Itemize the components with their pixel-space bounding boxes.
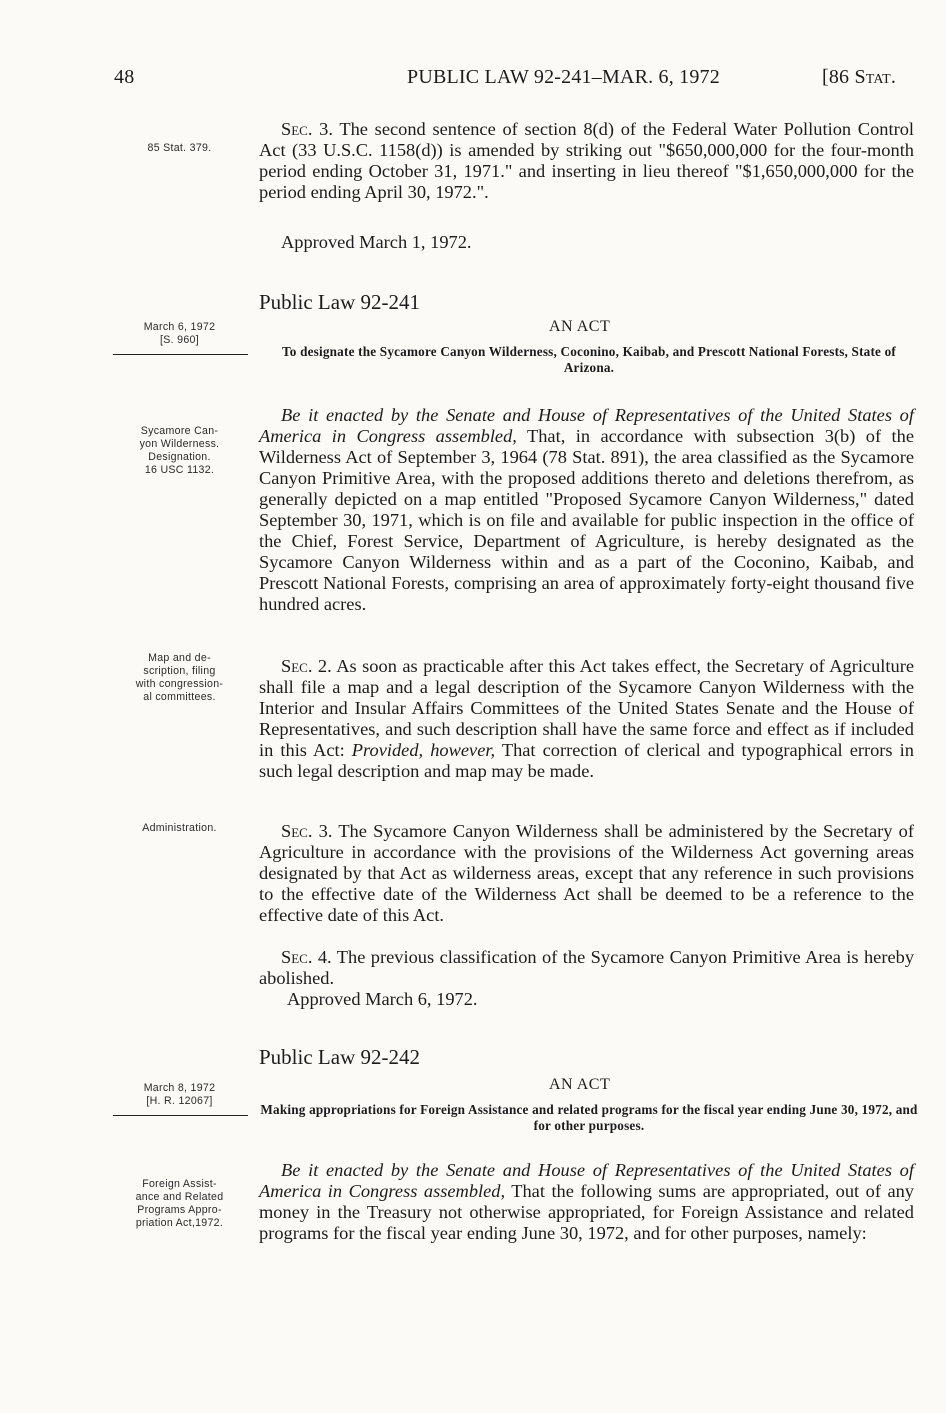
- sec-label: Sec. 3.: [281, 821, 333, 841]
- sec-label: Sec. 2.: [281, 656, 332, 676]
- section-1-paragraph: [259, 405, 919, 615]
- act-purpose: To designate the Sycamore Canyon Wilderness, Coconino, Kaibab, and Prescott National Forests, State of Arizona.: [282, 344, 896, 375]
- margin-line: yon Wilderness.: [139, 438, 220, 450]
- sec-label: Sec. 4.: [281, 947, 332, 967]
- margin-note-85-stat: 85 Stat. 379.: [147, 142, 212, 154]
- margin-line: Map and de-: [148, 652, 211, 664]
- approved-march-6: Approved March 6, 1972.: [287, 989, 478, 1009]
- section-1-text: That, in accordance with subsection 3(b) of the Wilderness Act of September 3, 1964 (78 Stat. 891), the area classified as the Sycamore Canyon Primitive Area, with the proposed additions thereto and deletions therefrom, as generally depicted on a map entitled "Proposed Sycamore Canyon Wilderness," dated September 30, 1971, which is on file and available for public inspection in the office of the Chief, Forest Service, Department of Agriculture, is hereby designated as the Sycamore Canyon Wilderness within and as a part of the Coconino, Kaibab, and Prescott National Forests, comprising an area of approximately forty-eight thousand five hundred acres.: [259, 426, 919, 614]
- enacting-clause: Be it enacted by the Senate and House of Representatives of the United States of America in Congress assembled,: [259, 1160, 919, 1201]
- margin-short-title: [112, 1178, 247, 1230]
- sec-label: Sec. 3.: [281, 119, 333, 139]
- stat-prefix: [86: [822, 66, 850, 88]
- section-4-paragraph: [259, 947, 919, 989]
- margin-map-filing: [112, 652, 247, 704]
- an-act-heading: AN ACT: [549, 318, 611, 335]
- proviso: Provided, however,: [351, 740, 496, 760]
- an-act-heading: AN ACT: [549, 1076, 611, 1093]
- running-title: PUBLIC LAW 92-241–MAR. 6, 1972: [407, 66, 720, 88]
- date-note: March 8, 1972: [143, 1082, 216, 1094]
- section-2-paragraph: [259, 656, 919, 782]
- margin-line: Sycamore Can-: [140, 425, 219, 437]
- stat-volume: [822, 66, 896, 89]
- enacting-paragraph: [259, 1160, 919, 1244]
- enacting-text: That the following sums are appropriated, out of any money in the Treasury not otherwise appropriated, for Foreign Assistance and related programs for the fiscal year ending June 30, 1972, and for other purposes, namely:: [259, 1181, 919, 1243]
- law-title-92-241: Public Law 92-241: [259, 290, 420, 314]
- section-2-text-b: That correction of clerical and typographical errors in such legal description and map may be made.: [259, 740, 919, 781]
- section-3-paragraph: [259, 821, 919, 926]
- margin-line: Foreign Assist-: [142, 1178, 217, 1190]
- margin-line: al committees.: [143, 691, 216, 703]
- margin-line: priation Act,1972.: [135, 1217, 224, 1229]
- margin-rule: [113, 1115, 248, 1116]
- section-4-text: The previous classification of the Sycamore Canyon Primitive Area is hereby abolished.: [259, 947, 919, 988]
- section-3-text: The Sycamore Canyon Wilderness shall be administered by the Secretary of Agriculture in accordance with the provisions of the Wilderness Act governing areas designated by that Act as wilderness areas, except that any reference in such provisions to the effective date of the Wilderness Act shall be deemed to be a reference to the effective date of this Act.: [259, 821, 919, 925]
- law-date-note: [112, 321, 247, 347]
- margin-line: 16 USC 1132.: [144, 464, 215, 476]
- paragraph-text: The second sentence of section 8(d) of the Federal Water Pollution Control Act (33 U.S.C. 1158(d)) is amended by striking out "$650,000,000 for the four-month period ending October 31, 1971." and inserting in lieu thereof "$1,650,000,000 for the period ending April 30, 1972.".: [259, 119, 919, 202]
- margin-line: with congression-: [135, 678, 224, 690]
- margin-line: scription, filing: [143, 665, 216, 677]
- margin-designation: [112, 425, 247, 477]
- bill-note: [H. R. 12067]: [146, 1095, 213, 1107]
- bill-note: [S. 960]: [160, 334, 199, 346]
- margin-rule: [113, 354, 248, 355]
- law-date-note: [112, 1082, 247, 1108]
- act-purpose: Making appropriations for Foreign Assistance and related programs for the fiscal year ending June 30, 1972, and for other purposes.: [260, 1102, 918, 1133]
- margin-line: Designation.: [148, 451, 211, 463]
- margin-administration: Administration.: [142, 822, 217, 834]
- enacting-clause: Be it enacted by the Senate and House of Representatives of the United States of America in Congress assembled,: [259, 405, 919, 446]
- section-2-text: As soon as practicable after this Act takes effect, the Secretary of Agriculture shall file a map and a legal description of the Sycamore Canyon Wilderness with the Interior and Insular Affairs Committees of the United States Senate and the House of Representatives, and such description shall have the same force and effect as if included in this Act:: [259, 656, 919, 760]
- date-note: March 6, 1972: [143, 321, 216, 333]
- law-title-92-242: Public Law 92-242: [259, 1045, 420, 1069]
- page-number: 48: [114, 66, 135, 88]
- approved-march-1: Approved March 1, 1972.: [281, 232, 472, 252]
- margin-line: Programs Appro-: [137, 1204, 222, 1216]
- stat-word: Stat.: [854, 66, 897, 88]
- preceding-sec3-paragraph: [259, 119, 919, 203]
- margin-line: ance and Related: [135, 1191, 224, 1203]
